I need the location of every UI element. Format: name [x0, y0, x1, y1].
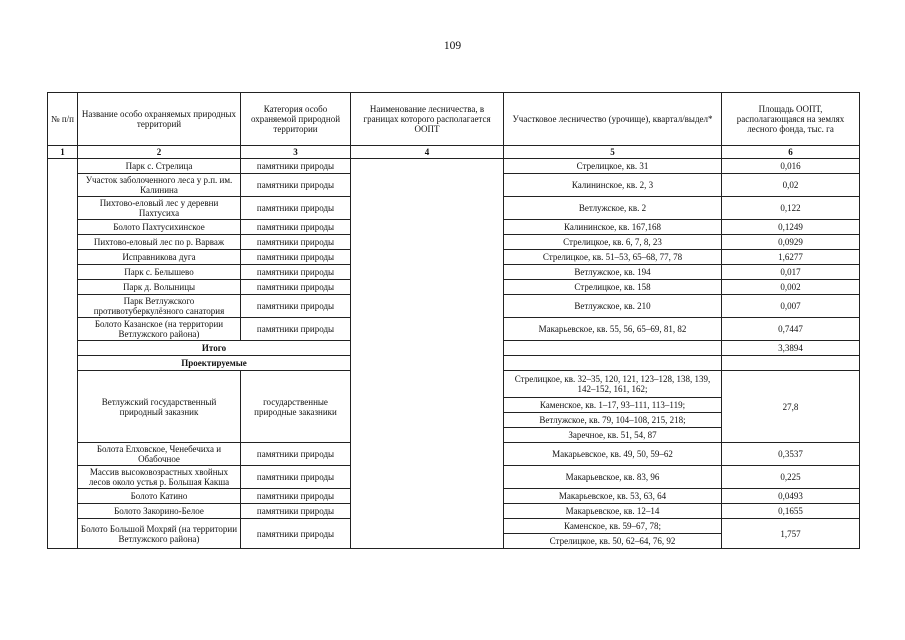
district-cell: Стрелицкое, кв. 32–35, 120, 121, 123–128, 138, 139, 142–152, 161, 162; — [504, 371, 722, 398]
district-cell: Ветлужское, кв. 79, 104–108, 215, 218; — [504, 413, 722, 428]
name-cell: Массив высоковозрастных хвойных лесов около устья р. Большая Какша — [78, 466, 241, 489]
category-cell: памятники природы — [241, 265, 351, 280]
table-row — [48, 159, 860, 174]
district-cell: Заречное, кв. 51, 54, 87 — [504, 428, 722, 443]
district-cell: Ветлужское, кв. 210 — [504, 295, 722, 318]
area-cell: 0,007 — [722, 295, 860, 318]
name-cell: Парк с. Белышево — [78, 265, 241, 280]
area-cell: 27,8 — [722, 371, 860, 443]
district-cell: Стрелицкое, кв. 31 — [504, 159, 722, 174]
name-cell: Парк д. Волыницы — [78, 280, 241, 295]
col-number: 4 — [351, 146, 504, 159]
category-cell: памятники природы — [241, 220, 351, 235]
header-district: Участковое лесничество (урочище), квартал/выдел* — [504, 93, 722, 146]
district-cell: Стрелицкое, кв. 6, 7, 8, 23 — [504, 235, 722, 250]
category-cell: памятники природы — [241, 295, 351, 318]
projected-label: Проектируемые — [78, 356, 351, 371]
forestry-cell-empty — [351, 159, 504, 549]
col-number: 6 — [722, 146, 860, 159]
total-label: Итого — [78, 341, 351, 356]
header-area: Площадь ООПТ, располагающаяся на землях лесного фонда, тыс. га — [722, 93, 860, 146]
col-number: 2 — [78, 146, 241, 159]
name-cell: Участок заболоченного леса у р.п. им. Калинина — [78, 174, 241, 197]
name-cell: Пихтово-еловый лес по р. Варваж — [78, 235, 241, 250]
page-number: 109 — [443, 40, 462, 52]
column-numbers-row — [48, 146, 860, 159]
section-area-empty — [722, 356, 860, 371]
col-number: 3 — [241, 146, 351, 159]
district-cell: Макарьевское, кв. 49, 50, 59–62 — [504, 443, 722, 466]
category-cell: памятники природы — [241, 250, 351, 265]
table-header-row — [48, 93, 860, 146]
district-cell: Ветлужское, кв. 194 — [504, 265, 722, 280]
district-cell: Макарьевское, кв. 53, 63, 64 — [504, 489, 722, 504]
area-cell: 0,1655 — [722, 504, 860, 519]
district-cell: Стрелицкое, кв. 51–53, 65–68, 77, 78 — [504, 250, 722, 265]
area-cell: 1,6277 — [722, 250, 860, 265]
col-number: 1 — [48, 146, 78, 159]
name-cell: Болото Казанское (на территории Ветлужского района) — [78, 318, 241, 341]
header-name: Название особо охраняемых природных территорий — [78, 93, 241, 146]
category-cell: памятники природы — [241, 280, 351, 295]
district-cell: Стрелицкое, кв. 50, 62–64, 76, 92 — [504, 534, 722, 549]
district-cell: Макарьевское, кв. 12–14 — [504, 504, 722, 519]
name-cell: Парк с. Стрелица — [78, 159, 241, 174]
name-cell: Болото Закорино-Белое — [78, 504, 241, 519]
area-cell: 0,122 — [722, 197, 860, 220]
area-cell: 0,3537 — [722, 443, 860, 466]
area-cell: 0,017 — [722, 265, 860, 280]
district-cell: Ветлужское, кв. 2 — [504, 197, 722, 220]
category-cell: памятники природы — [241, 174, 351, 197]
area-cell: 0,7447 — [722, 318, 860, 341]
area-cell: 0,0929 — [722, 235, 860, 250]
header-forestry: Наименование лесничества, в границах которого располагается ООПТ — [351, 93, 504, 146]
category-cell: памятники природы — [241, 466, 351, 489]
category-cell: памятники природы — [241, 489, 351, 504]
area-cell: 1,757 — [722, 519, 860, 549]
area-cell: 0,0493 — [722, 489, 860, 504]
district-cell: Стрелицкое, кв. 158 — [504, 280, 722, 295]
category-cell: памятники природы — [241, 504, 351, 519]
name-cell: Болото Пахтусихинское — [78, 220, 241, 235]
name-cell: Ветлужский государственный природный заказник — [78, 371, 241, 443]
area-cell: 0,016 — [722, 159, 860, 174]
header-category: Категория особо охраняемой природной территории — [241, 93, 351, 146]
num-cell-empty — [48, 159, 78, 549]
district-cell: Каменское, кв. 1–17, 93–111, 113–119; — [504, 398, 722, 413]
name-cell: Пихтово-еловый лес у деревни Пахтусиха — [78, 197, 241, 220]
area-cell: 0,225 — [722, 466, 860, 489]
category-cell: памятники природы — [241, 318, 351, 341]
oopt-table — [47, 92, 860, 549]
col-number: 5 — [504, 146, 722, 159]
name-cell: Парк Ветлужского противотуберкулёзного санатория — [78, 295, 241, 318]
category-cell: памятники природы — [241, 159, 351, 174]
category-cell: памятники природы — [241, 197, 351, 220]
name-cell: Болота Елховское, Ченебечиха и Обабочное — [78, 443, 241, 466]
district-cell: Калининское, кв. 167,168 — [504, 220, 722, 235]
district-cell: Каменское, кв. 59–67, 78; — [504, 519, 722, 534]
district-cell: Макарьевское, кв. 83, 96 — [504, 466, 722, 489]
category-cell: государственные природные заказники — [241, 371, 351, 443]
category-cell: памятники природы — [241, 235, 351, 250]
header-num: № п/п — [48, 93, 78, 146]
name-cell: Исправникова дуга — [78, 250, 241, 265]
area-cell: 0,1249 — [722, 220, 860, 235]
district-cell: Макарьевское, кв. 55, 56, 65–69, 81, 82 — [504, 318, 722, 341]
name-cell: Болото Большой Мохряй (на территории Ветлужского района) — [78, 519, 241, 549]
category-cell: памятники природы — [241, 519, 351, 549]
category-cell: памятники природы — [241, 443, 351, 466]
name-cell: Болото Катино — [78, 489, 241, 504]
district-cell: Калининское, кв. 2, 3 — [504, 174, 722, 197]
section-district-empty — [504, 356, 722, 371]
area-cell: 0,02 — [722, 174, 860, 197]
total-district-empty — [504, 341, 722, 356]
total-area: 3,3894 — [722, 341, 860, 356]
area-cell: 0,002 — [722, 280, 860, 295]
